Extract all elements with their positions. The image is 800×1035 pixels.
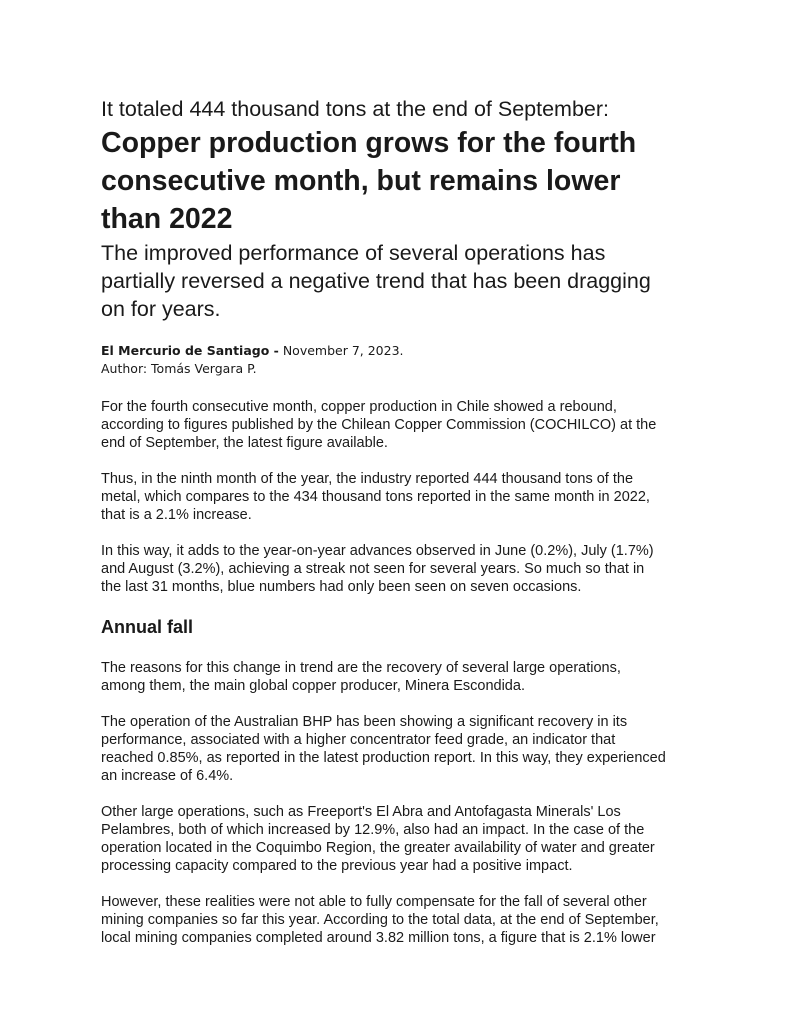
paragraph-line: reached 0.85%, as reported in the latest production report. In this way, they experienced <box>101 750 666 766</box>
paragraph-line: processing capacity compared to the previous year had a positive impact. <box>101 858 573 874</box>
subhead-line: on for years. <box>101 297 221 321</box>
paragraph-line: among them, the main global copper producer, Minera Escondida. <box>101 678 525 694</box>
paragraph <box>101 470 711 524</box>
paragraph-line: local mining companies completed around 3.82 million tons, a figure that is 2.1% lower <box>101 930 656 946</box>
paragraph-line: metal, which compares to the 434 thousand tons reported in the same month in 2022, <box>101 489 650 505</box>
paragraph <box>101 398 711 452</box>
kicker: It totaled 444 thousand tons at the end of September: <box>101 97 610 121</box>
section-heading: Annual fall <box>101 617 194 637</box>
article <box>101 95 711 947</box>
headline <box>101 123 711 238</box>
paragraph <box>101 803 711 875</box>
headline-line: consecutive month, but remains lower <box>101 165 621 197</box>
paragraph-line: The operation of the Australian BHP has been showing a significant recovery in its <box>101 714 628 730</box>
byline <box>101 342 711 378</box>
paragraph-line: mining companies so far this year. According to the total data, at the end of September, <box>101 912 659 928</box>
subhead-line: partially reversed a negative trend that has been dragging <box>101 269 651 293</box>
subheadline <box>101 238 711 323</box>
paragraph-line: However, these realities were not able to fully compensate for the fall of several other <box>101 894 647 910</box>
paragraph-line: For the fourth consecutive month, copper production in Chile showed a rebound, <box>101 399 617 415</box>
headline-line: Copper production grows for the fourth <box>101 127 637 159</box>
paragraph-line: Thus, in the ninth month of the year, the industry reported 444 thousand tons of the <box>101 471 634 487</box>
paragraph-line: The reasons for this change in trend are the recovery of several large operations, <box>101 660 621 676</box>
source-date-line <box>101 342 711 360</box>
paragraph-line: operation located in the Coquimbo Region, the greater availability of water and greater <box>101 840 655 856</box>
paragraph-line: performance, associated with a higher concentrator feed grade, an indicator that <box>101 732 616 748</box>
paragraph-line: In this way, it adds to the year-on-year advances observed in June (0.2%), July (1.7%) <box>101 543 654 559</box>
paragraph-line: end of September, the latest figure available. <box>101 435 388 451</box>
publication-source: El Mercurio de Santiago - <box>101 343 279 358</box>
publication-date: November 7, 2023. <box>278 343 404 358</box>
paragraph-line: that is a 2.1% increase. <box>101 507 252 523</box>
paragraph <box>101 659 711 695</box>
author: Author: Tomás Vergara P. <box>101 361 257 376</box>
paragraph-line: and August (3.2%), achieving a streak not seen for several years. So much so that in <box>101 561 645 577</box>
paragraph-line: Pelambres, both of which increased by 12.9%, also had an impact. In the case of the <box>101 822 645 838</box>
paragraph-line: according to figures published by the Chilean Copper Commission (COCHILCO) at the <box>101 417 657 433</box>
paragraph-line: the last 31 months, blue numbers had only been seen on seven occasions. <box>101 579 582 595</box>
paragraph-line: Other large operations, such as Freeport's El Abra and Antofagasta Minerals' Los <box>101 804 621 820</box>
subhead-line: The improved performance of several operations has <box>101 241 606 265</box>
paragraph-line: an increase of 6.4%. <box>101 768 234 784</box>
paragraph <box>101 713 711 785</box>
headline-line: than 2022 <box>101 203 233 235</box>
paragraph <box>101 542 711 596</box>
paragraph <box>101 893 711 947</box>
